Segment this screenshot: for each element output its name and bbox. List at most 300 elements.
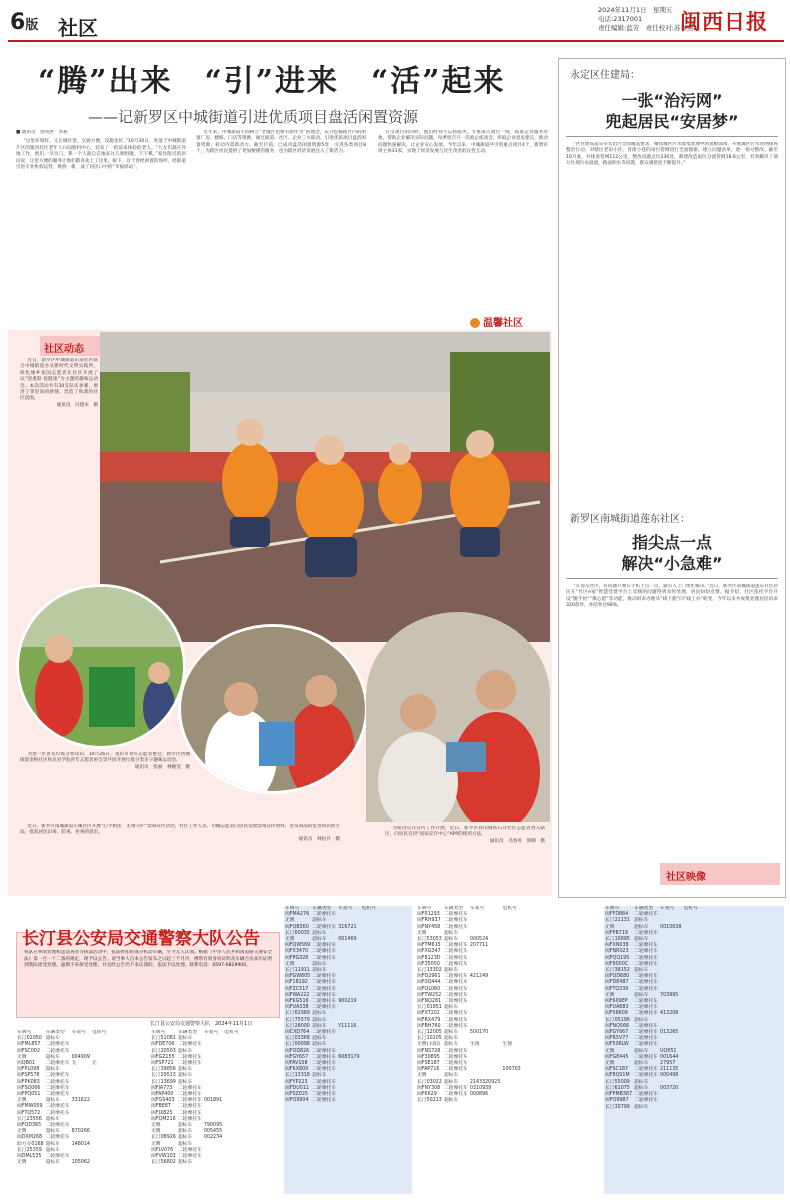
vehicle-list [604,906,699,1111]
table-cell: 长汀23556 [17,1116,42,1122]
table-cell: 二轮摩托车 [45,1154,70,1160]
table-cell: 二轮摩托车 [45,1123,70,1129]
table-cell: 无牌 [17,1054,27,1060]
table-cell: 002234 [203,1135,223,1141]
table-cell: 长汀75579 [285,1017,310,1023]
table-cell [203,1160,223,1166]
garbage-sorting-caption: 为进一步普及垃圾分类知识，10月26日，龙岩市青年志愿者协会、新罗区西城街道金桥社区和龙岩学院青年志愿者协会等共同开展垃圾分类亲子趣味运动会。 通讯员 张丽 林婉莹 摄 [20,752,190,770]
table-cell: 超标车 [634,992,649,998]
table-cell: 二轮摩托车 [443,1054,468,1060]
table-cell: 二轮摩托车 [634,1073,659,1079]
table-cell: 二轮摩托车 [443,1017,468,1023]
table-cell: 长汀39856 [151,1067,176,1073]
table-cell: 长汀08926 [151,1135,176,1141]
table-cell: 二轮摩托车 [177,1116,202,1122]
table-cell: 超标车 [312,1042,327,1048]
table-cell: 二轮摩托车 [634,1005,659,1011]
table-cell: 27957 [660,1061,676,1067]
garbage-sorting-photo [16,584,186,749]
lead-subheadline: ——记新罗区中城街道引进优质项目盘活闲置资源 [88,108,419,126]
table-cell: 闽F8QS1M [605,1073,630,1079]
table-cell: 316721 [338,924,357,930]
table-cell: 二轮摩托车 [443,1085,468,1091]
table-cell: 二轮摩托车 [177,1147,202,1153]
table-cell: 6083179 [338,1054,360,1060]
table-cell: 二轮摩托车 [634,955,659,961]
table-cell: 超标车 [177,1160,193,1166]
table-cell: 二轮摩托车 [634,1023,659,1029]
table-cell: 二轮摩托车 [45,1042,70,1048]
column-header: 车辆类型 [177,1030,198,1035]
table-cell: 闽FNY308 [417,1085,441,1091]
table-cell: 闽FTW252 [417,992,442,998]
table-cell: 0010638 [660,924,682,930]
table-cell: 二轮摩托车 [45,1110,70,1116]
table-cell: 013265 [660,1030,679,1036]
table-cell: 闽F35050 [417,961,440,967]
table-cell: 二轮摩托车 [634,943,659,949]
table-cell: 超标车 [443,968,459,974]
table-cell: 二轮摩托车 [443,1048,468,1054]
table-cell: 二轮摩托车 [312,943,337,949]
table-cell: 长汀13699 [151,1079,176,1085]
table-cell: 二轮摩托车 [45,1061,70,1067]
table-cell: 长汀51081 [151,1036,176,1042]
table-cell: 超标车 [312,1011,327,1017]
table-cell: 闽FUA683 [605,1005,629,1011]
lead-headline: “腾”出来 “引”进来 “活”起来 [38,64,506,99]
table-cell: 无牌 [285,961,295,967]
column-header: 车牌号 [17,1030,32,1035]
table-cell: 二轮摩托车 [634,1098,659,1104]
table-cell: 421249 [469,974,489,980]
anti-fraud-photo [366,612,550,822]
table-cell: 闽F0Q444 [417,980,441,986]
notice-body: 我队在事故处理和违法查处等执法活动中，依法暂扣的部分机动车辆，至今无人认领。根据《中华人民共和国道路交通安全法》第一百一十二条的规定，现予以公告。请当事人自本公告发布之日起三个月内，携带有效身份证明及车辆合法来历证明到我队接受处理。逾期不来接受处理，并且经公告仍不来认领的，依法予以处理。联系电话：0597-6829900。 [24,950,273,969]
table-cell: 二轮摩托车 [312,986,337,992]
table-cell: 闽FDE487 [605,980,629,986]
table-cell: 001891 [203,1098,223,1104]
table-cell: 无牌 [605,992,615,998]
page-number: 6版 [10,10,39,35]
table-cell: 闽FR5V77 [605,1036,629,1042]
table-cell: 闽FNQ281 [417,999,442,1005]
table-cell: 长汀55009 [605,1079,630,1085]
table-cell: 无牌 [605,1061,615,1067]
table-cell [223,1160,239,1166]
table-cell: 闽FOD826 [285,1048,310,1054]
table-cell: 二轮摩托车 [177,1098,202,1104]
table-cell: 超标车 [45,1160,61,1166]
table-cell: 闽FPQ051 [17,1092,41,1098]
lead-col-1 [16,130,186,315]
story2-headline: 指尖点一点 解决“小急难” [621,533,723,573]
photo-credit: 通讯员 林杭丹 摄 [298,836,340,842]
table-cell: 闽FQM216 [151,1116,176,1122]
table-cell: 无牌 [17,1098,27,1104]
table-cell: 超标车 [443,1042,459,1048]
table-cell: 闽FAP716 [417,1067,440,1073]
table-cell: 闽FLV076 [151,1147,174,1153]
table-cell: 413208 [660,1011,679,1017]
table-cell: 超标车 [312,1017,327,1023]
table-cell: 超标车 [312,968,327,974]
table-cell: 超标车 [312,1073,327,1079]
table-cell: 超标车 [634,1061,649,1067]
table-cell: 二轮摩托车 [177,1054,202,1060]
table-cell: 闽FMW059 [17,1104,43,1110]
story1-kicker: 永定区住建局： [570,70,640,81]
table-cell: 二轮摩托车 [312,974,337,980]
table-cell: 闽FVW103 [151,1154,176,1160]
table-cell: 000524 [469,937,489,943]
vehicle-table [150,1030,280,1194]
table-cell: 二轮摩托车 [177,1110,202,1116]
table-cell: 148014 [71,1141,90,1147]
table-cell: 二轮摩托车 [45,1092,70,1098]
table-cell: 207711 [469,943,489,949]
anti-drug-caption: 近日，新罗区南城街道小溪社区开展“心手相连 无毒守护”禁毒宣传活动，社区工作人员、巾帼志愿者向居民发放禁毒宣传资料，普及毒品的危害和识别方法，提高居民识毒、防毒、拒毒的意识。 通讯员 林杭丹 摄 [20,824,340,842]
table-cell: 长汀61075 [605,1085,630,1091]
table-cell: 超标车 [45,1141,61,1147]
table-cell: 闽FQD365 [17,1123,42,1129]
table-cell: 二轮摩托车 [177,1104,202,1110]
table-cell: 闽FDU011 [285,1085,309,1091]
table-cell: 长汀02050 [17,1036,42,1042]
table-cell: 无牌 [417,1073,427,1079]
table-cell [469,1098,502,1104]
table-cell: 闽FXG347 [417,949,441,955]
table-cell: 超标车 [312,1023,327,1029]
table-cell: 无牌 [151,1141,161,1147]
table-cell: 闽FPG328 [285,955,309,961]
table-cell [337,1098,360,1104]
story1-headline: 一张“治污网” 兜起居民“安居梦” [605,91,739,131]
table-cell: 二轮摩托车 [312,1005,337,1011]
table-cell: 长汀60035 [285,930,310,936]
table-cell: 无 [71,1061,77,1067]
table-cell: 000896 [469,1092,489,1098]
column-header: 车架号 [660,906,675,911]
table-cell: 闽F18192 [285,980,308,986]
table-cell: 超标车 [634,1017,649,1023]
table-cell: 闽FSP721 [151,1061,174,1067]
table-cell: 闽FSQ066 [17,1085,41,1091]
table-cell: 超标车 [177,1079,193,1085]
story2-body: “在莲东社区，有问题只要在手机上点一点，就有人上门帮忙解决。”近日，新罗区南城街道莲东社区居民在“社区e家”智慧党建平台上反映的问题得到及时处理，居民纷纷点赞。据介绍，社区依托平台开设“随手拍”“微心愿”等功能，推动诉求办理从“线下跑”向“线上办”转变，今年以来共收集处理居民诉求320余件，办结率达98%。 [566,584,778,609]
table-cell: 二轮摩托车 [177,1092,202,1098]
vehicle-list [150,1030,240,1166]
table-cell: 闽FGS403 [151,1098,175,1104]
table-cell [659,1105,682,1111]
vehicle-table [16,1030,146,1194]
table-cell: 长汀50213 [417,1098,442,1104]
table-cell: 超标车 [45,1054,61,1060]
lead-col-2 [196,130,366,315]
table-cell: 无牌 [285,937,295,943]
table-cell: 无牌(太阳) [417,1042,440,1048]
table-cell: 超标车 [177,1036,193,1042]
table-cell: 闽FJX825 [151,1110,173,1116]
anti-fraud-caption: 为促进反诈宣传工作开展，近日，新罗区铁山镇铁石洋社区志愿者进入辖区，向居民宣讲“国家反诈中心”APP的使用方法。 通讯员 毛春英 郭晴 摄 [385,826,545,844]
table-cell: 长汀53053 [417,937,442,943]
table-cell: 二轮摩托车 [312,980,337,986]
column-header: 车辆类型 [443,906,464,911]
table-cell: 二轮摩托车 [634,1011,659,1017]
table-cell: 超标车 [443,1098,459,1104]
table-cell: 闽FJA773 [151,1085,173,1091]
column-header: 车辆类型 [634,906,654,911]
table-cell: 二轮摩托车 [443,974,468,980]
table-cell: 长汀29513 [151,1073,176,1079]
table-cell: 超标车 [634,924,649,930]
table-cell: 二轮摩托车 [634,980,659,986]
table-cell: 211135 [660,1067,679,1073]
table-cell: 闽FQD680 [605,974,630,980]
table-cell: 闽FGZ155 [151,1054,175,1060]
table-cell: 闽FRH937 [417,918,441,924]
table-cell: 闽FUA338 [285,1005,309,1011]
table-cell: 闽F01293 [417,912,440,918]
table-cell: 长汀56802 [151,1160,176,1166]
table-cell: 二轮摩托车 [312,1030,337,1036]
warm-community-tag: 温馨社区 [470,314,523,329]
column-header: 车架号 [71,1030,87,1035]
table-cell: 闽FNQ566 [605,1023,630,1029]
table-cell: 闽FQQ195 [605,955,630,961]
table-cell: 二轮摩托车 [443,918,468,924]
table-cell: 闽FXN038 [605,943,629,949]
table-cell: 二轮摩托车 [634,961,659,967]
table-cell: 二轮摩托车 [443,986,468,992]
table-cell: 长汀10895 [605,937,630,943]
table-cell: 870266 [71,1129,90,1135]
vehicle-table [284,906,412,1194]
table-cell: 二轮摩托车 [634,1054,659,1060]
story2-kicker: 新罗区南城街道莲东社区： [570,514,690,525]
table-cell: 超标车 [443,930,459,936]
table-cell: 超标车 [634,968,649,974]
table-cell: 超标车 [312,937,327,943]
table-cell: 闽QB01 [17,1061,35,1067]
table-cell: 超标车 [634,918,649,924]
newspaper-logo: 闽西日报 [680,9,768,34]
notice-title: 长汀县公安局交通警察大队公告 [22,929,260,949]
table-cell: 长汀38152 [605,968,630,974]
table-cell: 二轮摩托车 [443,1011,468,1017]
table-cell: 闽FNR023 [605,949,629,955]
table-cell: 长汀03022 [417,1079,442,1085]
table-cell: 闽FYP223 [285,1079,308,1085]
table-cell: 闽DML535 [17,1154,42,1160]
editors: 责任编辑:蓝芳 责任校对:苏春燕 [598,24,694,32]
table-cell: 二轮摩托车 [45,1073,70,1079]
table-cell: 二轮摩托车 [312,1054,337,1060]
table-cell: 超标车 [312,961,327,967]
table-cell: 超标车 [443,937,459,943]
header-rule [8,40,784,42]
table-cell: 超标车 [634,1104,649,1110]
table-cell: 闽FKG516 [285,999,309,1005]
table-cell: 二轮摩托车 [443,1067,468,1073]
table-cell: 闽FSP578 [17,1073,40,1079]
table-cell: 闽FNS728 [417,1048,441,1054]
vehicle-list [284,906,377,1105]
table-cell: 闽FQ2961 [417,974,441,980]
vehicle-list [16,1030,107,1166]
table-cell: 闽FDE706 [151,1042,175,1048]
table-cell: 闽FGE445 [605,1054,629,1060]
table-cell: 闽FGY667 [605,1030,629,1036]
table-cell: 二轮摩托车 [634,1036,659,1042]
table-cell: 闽FQB360 [285,924,309,930]
column-header: 车牌号 [151,1030,166,1035]
phone: 电话:2317001 [598,15,643,23]
table-cell: 二轮摩托车 [443,943,468,949]
table-cell: 100703 [502,1067,521,1073]
table-cell: 超标车 [443,1030,459,1036]
anti-drug-photo [178,624,368,794]
table-cell: 闽FSC187 [605,1067,629,1073]
table-cell: 超标车 [177,1135,193,1141]
table-cell: 闽FMA276 [285,912,310,918]
table-cell: 0310939 [469,1085,492,1091]
table-cell: 闽FRX479 [417,1017,441,1023]
table-cell: 闽FTQ572 [17,1110,41,1116]
table-cell: 闽FSC002 [17,1048,41,1054]
table-cell: 长汀03368 [285,1036,310,1042]
lead-col-3 [378,130,548,300]
table-cell: 无牌 [151,1123,161,1129]
table-row [150,1160,240,1166]
table-cell: 二轮摩托车 [443,912,468,918]
table-cell: 闽FPR719 [605,930,628,936]
table-cell: 超标车 [312,918,327,924]
table-cell: 二轮摩托车 [312,949,337,955]
table-cell: 闽FPMB387 [605,1092,633,1098]
table-cell: 闽FQ9904 [285,1098,309,1104]
table-cell: 二轮摩托车 [634,912,659,918]
table-cell: 超标车 [177,1048,193,1054]
column-header: 车架号 [338,906,353,911]
table-cell: 无牌 [605,924,615,930]
table-cell: 二轮摩托车 [443,999,468,1005]
column-header: 电机号 [224,1030,239,1035]
table-cell: 超标车 [45,1116,61,1122]
community-snapshot-tag: 社区映像 [660,863,780,885]
table-cell: 闽FPK083 [17,1079,40,1085]
table-cell: 闽F08609 [605,1011,628,1017]
table-cell: 二轮摩托车 [45,1104,70,1110]
table-cell: 超标车 [634,1079,649,1085]
table-cell: 二轮摩托车 [312,1048,337,1054]
table-cell: 超标车 [634,937,649,943]
table-cell: 闽FQ9987 [605,1098,629,1104]
table-cell: 长汀01851 [417,1005,442,1011]
table-cell: 无牌 [417,930,427,936]
table-cell: 二轮摩托车 [312,912,337,918]
table-cell: 二轮摩托车 [634,949,659,955]
table-cell: 二轮摩托车 [45,1079,70,1085]
table-cell: 二轮摩托车 [443,992,468,998]
table-cell: 二轮摩托车 [634,974,659,980]
table-row [16,1160,107,1166]
table-cell: 超标车 [177,1073,193,1079]
table-cell: 二轮摩托车 [312,924,337,930]
column-header: 电机号 [361,906,377,911]
community-news-tag: 社区动态 [40,336,110,356]
table-cell: 二轮摩托车 [177,1042,202,1048]
table-cell: 二轮摩托车 [312,1061,337,1067]
column-header: 电机号 [502,906,517,911]
table-cell: 超标车 [177,1123,193,1129]
table-cell: 无牌 [605,1048,615,1054]
table-cell: 二轮摩托车 [312,955,337,961]
table-cell: 二轮摩托车 [312,1098,337,1104]
table-cell: 长汀05196 [605,1017,630,1023]
table-cell: 超标车 [45,1129,61,1135]
table-cell: Y11116 [338,1023,357,1029]
table-cell: 2143320925 [469,1079,501,1085]
table-cell: 生锈 [502,1042,512,1048]
table-cell: 超标车 [634,1048,649,1054]
table-cell: 超标车 [45,1067,61,1073]
vehicle-table [416,906,600,1194]
column-header: 车牌号 [285,906,300,911]
table-cell: 闽F30895 [417,1054,440,1060]
table-cell: 长汀00098 [285,1042,310,1048]
table-cell: 超标车 [45,1036,61,1042]
table-cell: 二轮摩托车 [634,1042,659,1048]
table-cell: 生锈 [469,1042,480,1048]
table-cell: 二轮摩托车 [634,1030,659,1036]
column-header: 车牌号 [605,906,620,911]
table-cell: 超标车 [45,1098,61,1104]
lead-paragraph: 近年来，中城街道牢固树立“老城区也要有新作为”的理念，充分挖掘辖区内的闲置厂房、楼栋、门店等资源，通过街道、社区、企业三方联动，引进优质项目盘活闲置资源，转动内需新动力。截至目前，已成功盘活闲置资源5处，引进各类项目8个，为辖区居民提供了更加便捷的服务，也为辖区经济发展注入了新活力。 [196,130,366,155]
table-cell: 无牌 [151,1129,161,1135]
photo-credit: 通讯员 冯建永 摄 [56,402,98,408]
table-cell: 闽F8123D [417,955,441,961]
table-cell: 超标车 [634,1085,649,1091]
table-cell: 二轮摩托车 [312,1092,337,1098]
table-cell: 无牌 [17,1160,27,1166]
table-cell: 二轮摩托车 [443,924,468,930]
table-cell: 二轮摩托车 [312,1067,337,1073]
table-cell: 长汀11911 [285,968,310,974]
lead-paragraph: 在引项目的同时，他们时刻不忘抓服务。专班深入项目一线，摸底走访服务对象，帮助企业解决实际问题。每季度召开一次政企座谈会，听取企业意见建议，推动问题快速解决，让企业安心发展。今年以来，中城街道共引进重点项目4个，新增市场主体31家，实现了经济发展与民生改善的良性互动。 [378,130,548,155]
lead-paragraph: “这里环境好，又在城区里，交通方便，设施也好。”10月30日，坐落于中城街道片区的银河社区老年人日间照料中心，迎来了一批前来体验的老人。“儿女们都在外地工作，他们一早出门，我一个人就自在地来这儿唱唱歌、下下棋。”家住附近的居民说，这里方便的服务让他们都喜欢上了这里。眼下，这个曾经闲置的场所，经街道引进专业机构运营，焕然一新，成了居民口中的“幸福驿站”。 [16,139,186,171]
table-cell: 无 [91,1061,97,1067]
lead-byline: ■ 通讯员 郭英洪 李莉 [16,130,68,135]
table-cell: 闽FFD884 [605,912,629,918]
table-cell: 无牌 [17,1129,27,1135]
table-cell: 闽FTQ339 [605,986,629,992]
table-cell: 闽FPL098 [17,1067,40,1073]
table-cell: 闽FTM615 [417,943,441,949]
table-cell: 闽FSZ025 [285,1092,308,1098]
column-header: 车架号 [469,906,485,911]
table-cell: 二轮摩托车 [443,1023,468,1029]
table-cell: 二轮摩托车 [312,1085,337,1091]
tug-of-war-caption: 近日，新罗区中城街道东南社区联合中城街道办及新时代文明实践所、绿色城乡家园志愿者在社区开展了以“迎重阳·促健康”为主题的趣味运动会。本次活动共有30支队伍参赛，增进了邻里间的感情，营造了和谐的社区氛围。 通讯员 冯建永 摄 [20,358,98,408]
table-cell: 二轮摩托车 [45,1048,70,1054]
table-cell: 二轮摩托车 [312,1079,337,1085]
table-cell: 004909 [71,1054,90,1060]
table-cell: 005455 [203,1129,223,1135]
table-cell: 二轮摩托车 [443,1061,468,1067]
table-cell: 二轮摩托车 [312,999,337,1005]
vehicle-list [416,906,522,1105]
